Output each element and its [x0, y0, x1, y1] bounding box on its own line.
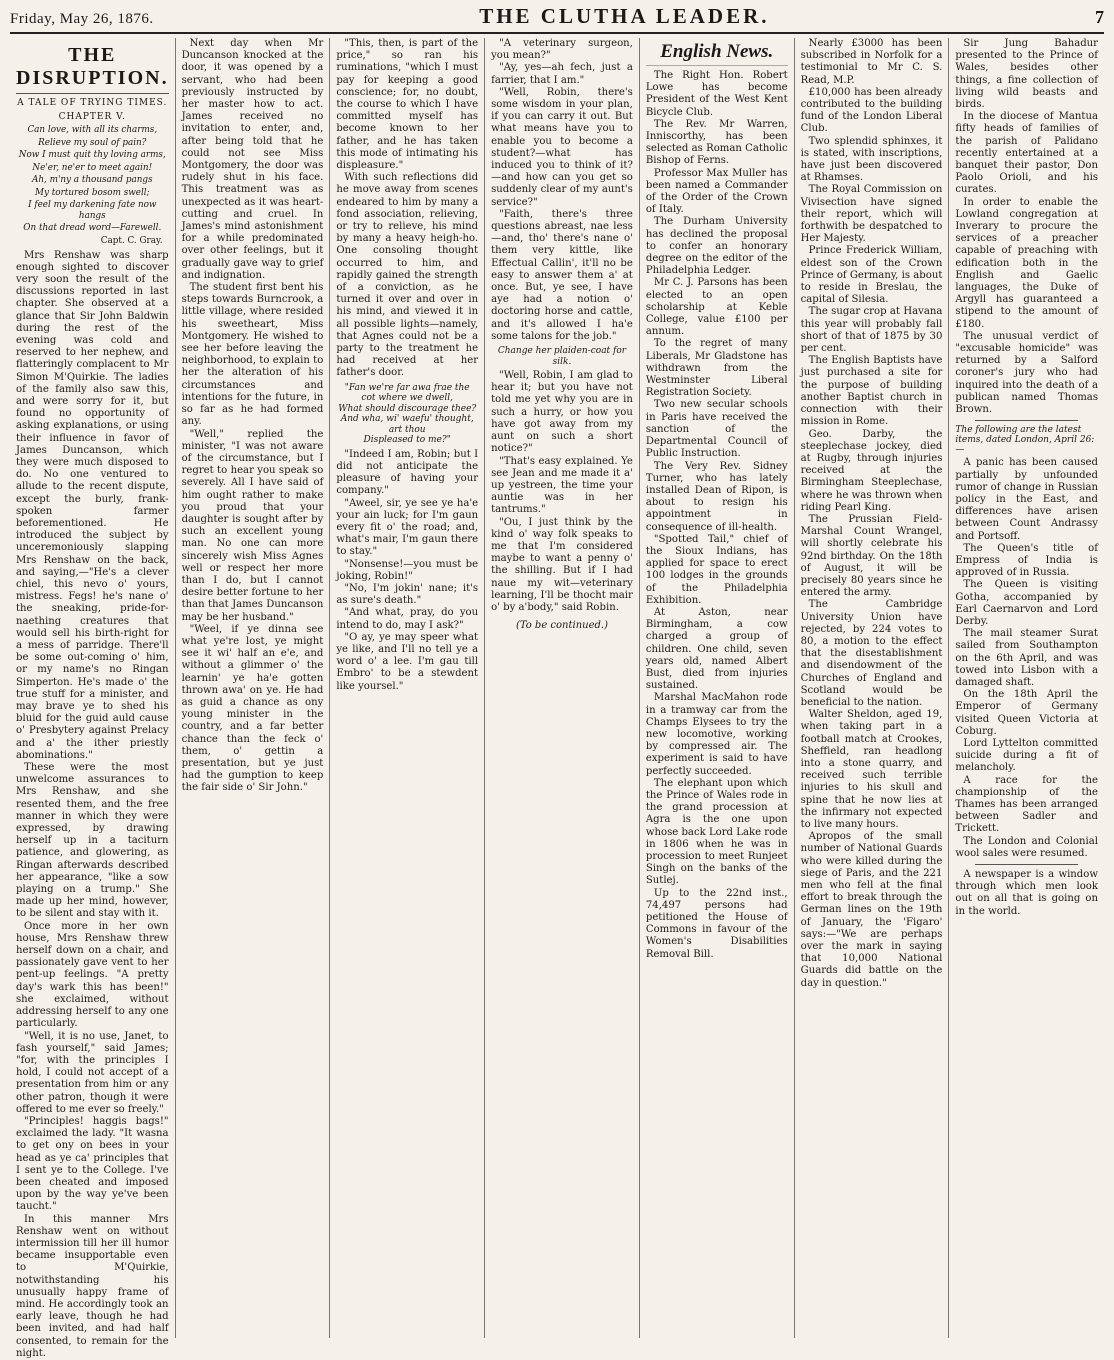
- epigraph-attribution: Capt. C. Gray.: [100, 235, 163, 246]
- song-inset: Change her plaiden-coat for silk.: [497, 346, 627, 367]
- story-paragraph: "And what, pray, do you intend to do, may I ask?": [336, 607, 479, 631]
- news-item: The Very Rev. Sidney Turner, who has lately installed Dean of Ripon, is about to resign his appointment in consequence of ill-health.: [645, 460, 788, 533]
- news-item: £10,000 has been already contributed to the building fund of the London Liberal Club.: [800, 86, 943, 135]
- news-item: Two splendid sphinxes, it is stated, with inscriptions, have just been discovered at Rhamses.: [800, 135, 943, 184]
- news-item: The Queen is visiting Gotha, accompanied by Earl Caernarvon and Lord Derby.: [955, 579, 1098, 627]
- news-item: The Cambridge University Union have rejected, by 224 votes to 80, a motion to the effect that the disestablishment and disendowment of the Churches of England and Scotland would be beneficial to the nation.: [800, 599, 943, 708]
- story-paragraph: "Well, Robin, I am glad to hear it; but you have not told me yet why you are in such a hurry, or how you have got away from my aunt on such a short notice?": [491, 370, 633, 455]
- news-item: The elephant upon which the Prince of Wales rode in the grand procession at Agra is the one upon whose back Lord Lake rode in 1806 when he was in procession to meet Runjeet Singh on the banks of the Sutlej.: [645, 777, 788, 887]
- song-inset: "Fan we're far awa frae the cot where we dwell, What should discourage thee? And wha, wi' waefu' thought, art thou Displeased to me?": [338, 382, 477, 446]
- news-item: The Royal Commission on Vivisection have signed their report, which will forthwith be despatched to Her Majesty.: [800, 184, 943, 245]
- story-paragraph: "Ou, I just think by the kind o' way folk speaks to me that I'm considered maybe to want a penny o' the shilling. But if I had naue my wit—veterinary learning, I'll be thocht mair o' by a'body," said Robin.: [491, 516, 633, 613]
- verse-line: Ne'er, ne'er to meet again!: [32, 162, 153, 173]
- news-item: A newspaper is a window through which men look out on all that is going on in the world.: [955, 869, 1098, 917]
- epigraph: [16, 125, 169, 234]
- news-item: Sir Jung Bahadur presented to the Prince of Wales, besides other things, a fine collection of living wild beasts and birds.: [955, 38, 1098, 111]
- news-item: Two new secular schools in Paris have received the sanction of the Departmental Council of Public Instruction.: [645, 399, 788, 460]
- column-7: [949, 38, 1104, 1338]
- news-item: The sugar crop at Havana this year will probably fall short of that of 1875 by 30 per cent.: [800, 306, 943, 355]
- story-paragraph: "Well, it is no use, Janet, to fash yourself," said James; "for, with the principles I hold, I could not accept of a presentation from him or any other patron, though it were offered to me ever so freely.": [16, 1030, 169, 1115]
- news-item: To the regret of many Liberals, Mr Gladstone has withdrawn from the Westminster Liberal Registration Society.: [645, 338, 788, 399]
- news-item: Prince Frederick William, eldest son of the Crown Prince of Germany, is about to reside in Breslau, the capital of Silesia.: [800, 245, 943, 306]
- paper-title: THE CLUTHA LEADER.: [479, 4, 770, 28]
- news-item: Apropos of the small number of National Guards who were killed during the siege of Paris, and the 221 men who fell at the final effort to break through the German lines on the 19th of January, the 'Figaro' says:—"We are perhaps over the mark in saying that 10,000 National Guards did battle on the day in question.": [800, 831, 943, 989]
- story-paragraph: "Faith, there's three questions abreast, nae less—and, tho' there's nane o' them very kittle, like Effectual Callin', it'll no be easy to answer them a' at once. But, ye see, I have aye had a notion o' doctoring horse and cattle, and it's allowed I ha'e some talons for the job.": [491, 208, 633, 342]
- news-item: The Right Hon. Robert Lowe has become President of the West Kent Bicycle Club.: [645, 70, 788, 118]
- news-item: "Spotted Tail," chief of the Sioux Indians, has applied for space to erect 100 lodges in the grounds of the Philadelphia Exhibition.: [645, 533, 788, 606]
- divider: [975, 420, 1078, 421]
- verse-line: Relieve my soul of pain?: [38, 137, 147, 148]
- verse-line: On that dread word—Farewell.: [23, 223, 162, 233]
- news-item: Marshal MacMahon rode in a tramway car from the Champs Elysees to try the new locomotive, working by compressed air. The experiment is said to have perfectly succeeded.: [645, 692, 788, 777]
- news-item: A panic has been caused partially by unfounded rumor of change in Russian policy in the East, and differences have arisen between Count Andrassy and Portsoff.: [955, 457, 1098, 542]
- news-item: The English Baptists have just purchased a site for the purpose of building another Baptist church in connection with their mission in Rome.: [800, 355, 943, 428]
- news-item: Walter Sheldon, aged 19, when taking part in a football match at Crookes, Sheffield, ran headlong into a stone quarry, and received such terrible injuries to his skull and spine that he now lies at the infirmary not expected to live many hours.: [800, 709, 943, 830]
- column-2: [176, 38, 331, 1338]
- news-item: The unusual verdict of "excusable homicide" was returned by a Salford coroner's jury who had inquired into the death of a publican named Thomas Brown.: [955, 330, 1098, 416]
- english-news-heading: English News.: [646, 41, 788, 66]
- story-paragraph: "Principles! haggis bags!" exclaimed the lady. "It wasna to get ony on bees in your head as ye ca' principles that I sent ye to the College. I've been cheated and imposed upon by the way ye've been taucht.": [16, 1115, 169, 1213]
- news-item: Professor Max Muller has been named a Commander of the Order of the Crown of Italy.: [645, 167, 788, 216]
- story-paragraph: "That's easy explained. Ye see Jean and me made it a' up yestreen, the time your auntie was in her tantrums.": [491, 455, 633, 516]
- news-item: A race for the championship of the Thames has been arranged between Sadler and Trickett.: [955, 774, 1098, 835]
- news-item: In order to enable the Lowland congregation at Inverary to procure the services of a preacher capable of preaching with edification both in the English and Gaelic languages, the Duke of Argyll has guaranteed a stipend to the amount of £180.: [955, 196, 1098, 330]
- story-paragraph: "Well, Robin, there's some wisdom in your plan, if you can carry it out. But what means have you to enable you to become a student?—what has induced you to think of it?—and how can you get so suddenly clear of my aunt's service?": [491, 86, 633, 208]
- page-number: 7: [1095, 7, 1104, 27]
- column-1: [10, 38, 176, 1359]
- divider: [975, 864, 1078, 865]
- story-paragraph: Mrs Renshaw was sharp enough sighted to discover very soon the result of the discussions reported in last chapter. She observed at a glance that Sir John Baldwin during the rest of the evening was cold and reserved to her nephew, and flatteringly complacent to Mr Simon M'Quirkie. The ladies of the family also saw this, and were sorry for it, but found no opportunity of asking explanations, or using their influence in favor of James Duncanson, which they were much disposed to do. No one ventured to allude to the recent dispute, except the burly, frank-spoken farmer beforementioned. He introduced the subject by unceremoniously slapping Mrs Renshaw on the back, and saying,—"He's a clever chiel, this nevo o' yours, mistress. Fegs! he's nane o' the sneaking, pride-for-naething creatures that would sell his birth-right for a mess of parridge. There'll be some out-coming o' him, or my name's no Ringan Simperton. He's made o' the true stuff for a minister, and may brave ye to shed his bluid for the guid auld cause o' Presbytery against Prelacy and a' the ither priestly abominations.": [16, 249, 169, 761]
- story-paragraph: "A veterinary surgeon, you mean?": [491, 38, 633, 62]
- news-item: The London and Colonial wool sales were resumed.: [955, 835, 1098, 859]
- story-paragraph: "Aweel, sir, ye see ye ha'e your ain luck; for I'm gaun every fit o' the road; and, what's mair, I'm gaun there to stay.": [336, 497, 479, 558]
- news-item: Geo. Darby, the steeplechase jockey, died at Rugby, through injuries received at the Birmingham Steeplechase, where he was thrown when riding Pearl King.: [800, 428, 943, 513]
- column-3: [330, 38, 485, 1338]
- story-paragraph: The student first bent his steps towards Burncrook, a little village, where resided his sweetheart, Miss Montgomery. He wished to see her before leaving the neighborhood, to explain to her the alteration of his circumstances and intentions for the future, in so far as he had formed any.: [181, 282, 324, 428]
- story-title: THE DISRUPTION.: [16, 44, 169, 94]
- news-item: On the 18th April the Emperor of Germany visited Queen Victoria at Coburg.: [955, 689, 1098, 737]
- news-item: Up to the 22nd inst., 74,497 persons had petitioned the House of Commons in favour of the Women's Disabilities Removal Bill.: [645, 887, 788, 960]
- masthead: [10, 4, 1104, 34]
- story-paragraph: "Well," replied the minister, "I was not aware of the circumstance, but I regret to hear you speak so severely. All I have said of him ought rather to make you proud that your daughter is sought after by such an excellent young man. No one can more sincerely wish Miss Agnes well or respect her more than I do, but I cannot desire better fortune to her than that James Duncanson may be her husband.": [181, 428, 324, 623]
- column-6: [795, 38, 950, 1338]
- story-paragraph: Once more in her own house, Mrs Renshaw threw herself down on a chair, and passionately gave vent to her pent-up feelings. "A pretty day's wark this has been!" she exclaimed, without addressing herself to any one particularly.: [16, 920, 169, 1030]
- column-5: [640, 38, 795, 1338]
- news-item: In the diocese of Mantua fifty heads of families of the parish of Palidano recently entertained at a banquet their pastor, Don Paolo Orioli, and his curates.: [955, 111, 1098, 196]
- news-item: Lord Lyttelton committed suicide during a fit of melancholy.: [955, 737, 1098, 774]
- story-paragraph: "This, then, is part of the price," so ran his ruminations, "which I must pay for keeping a good conscience; for, no doubt, the course to which I have committed myself has become known to her father, and he has taken this mode of intimating his displeasure.": [336, 38, 479, 172]
- story-paragraph: Next day when Mr Duncanson knocked at the door, it was opened by a servant, who had been previously instructed by her master how to act. James received no invitation to enter, and, after being told that he could not see Miss Montgomery, the door was rudely shut in his face. This treatment was as unexpected as it was heart-cutting and cruel. In James's mind astonishment for a while predominated over other feelings, but it gradually gave way to grief and indignation.: [181, 38, 324, 281]
- chapter-heading: CHAPTER V.: [58, 112, 126, 122]
- story-paragraph: "Weel, if ye dinna see what ye're lost, ye might see it wi' half an e'e, and without a glimmer o' the learnin' ye ha'e gotten thrown awa' on ye. He had as guid a chance as ony young minister in the country, and a far better chance than the feck o' them, o' gettin a presentation, but ye just had the gumption to keep the fair side o' Sir John.": [181, 623, 324, 794]
- verse-line: Ah, m'ny a thousand pangs: [32, 175, 153, 185]
- verse-line: I feel my darkening fate now hangs: [28, 200, 157, 221]
- news-item: At Aston, near Birmingham, a cow charged a group of children. One child, seven years old, named Albert Bust, died from injuries sustained.: [645, 606, 788, 692]
- news-item: The Queen's title of Empress of India is approved of in Russia.: [955, 542, 1098, 579]
- story-paragraph: These were the most unwelcome assurances to Mrs Renshaw, and she resented them, and the free manner in which they were expressed, by drawing herself up in a taciturn patience, and glowering, as Ringan afterwards described her appearance, "like a sow playing on a trump." She made up her mind, however, to be silent and stay with it.: [16, 762, 169, 920]
- cable-dateline: The following are the latest items, dated London, April 26:—: [955, 425, 1095, 456]
- column-4: [485, 38, 640, 1338]
- verse-line: Now I must quit thy loving arms,: [18, 150, 166, 160]
- story-paragraph: "No, I'm jokin' nane; it's as sure's death.": [336, 582, 479, 607]
- news-item: The Durham University has declined the proposal to confer an honorary degree on the editor of the Philadelphia Ledger.: [645, 216, 788, 277]
- news-item: The Prussian Field-Marshal Count Wrangel, will shortly celebrate his 92nd birthday. On the 18th of August, it will be precisely 80 years since he entered the army.: [800, 513, 943, 599]
- verse-line: My tortured bosom swell;: [34, 187, 150, 198]
- news-item: Mr C. J. Parsons has been elected to an open scholarship at Keble College, value £100 per annum.: [645, 277, 788, 338]
- story-paragraph: "Nonsense!—you must be joking, Robin!": [336, 558, 479, 582]
- story-paragraph: In this manner Mrs Renshaw went on without intermission till her ill humor became insupportable even to M'Quirkie, notwithstanding his unusually happy frame of mind. He accordingly took an early leave, though he had been invited, and had half consented, to remain for the night.: [16, 1213, 169, 1359]
- story-paragraph: "O ay, ye may speer what ye like, and I'll no tell ye a word o' a lee. I'm gau till Embro' to be a stewdent like yoursel.": [336, 631, 479, 692]
- issue-date: Friday, May 26, 1876.: [10, 11, 154, 27]
- news-item: The mail steamer Surat sailed from Southampton on the 6th April, and was towed into Lisbon with a damaged shaft.: [955, 628, 1098, 688]
- continued-note: (To be continued.): [515, 620, 608, 632]
- news-item: Nearly £3000 has been subscribed in Norfolk for a testimonial to Mr C. S. Read, M.P.: [800, 38, 943, 86]
- story-subtitle: A TALE OF TRYING TIMES.: [17, 98, 168, 108]
- news-item: The Rev. Mr Warren, Inniscorthy, has been selected as Roman Catholic Bishop of Ferns.: [645, 118, 788, 167]
- story-paragraph: With such reflections did he move away from scenes endeared to him by many a fond association, relieving, or try to relieve, his mind by many a heavy heigh-ho. One consoling thought occurred to him, and rapidly gained the strength of a conviction, as he turned it over and over in his mind, and viewed it in all possible lights—namely, that Agnes could not be a party to the treatment he had received at her father's door.: [336, 172, 479, 379]
- verse-line: Can love, with all its charms,: [27, 125, 158, 135]
- story-paragraph: "Ay, yes—ah fech, just a farrier, that I am.": [491, 62, 633, 86]
- story-paragraph: "Indeed I am, Robin; but I did not anticipate the pleasure of having your company.": [336, 448, 479, 497]
